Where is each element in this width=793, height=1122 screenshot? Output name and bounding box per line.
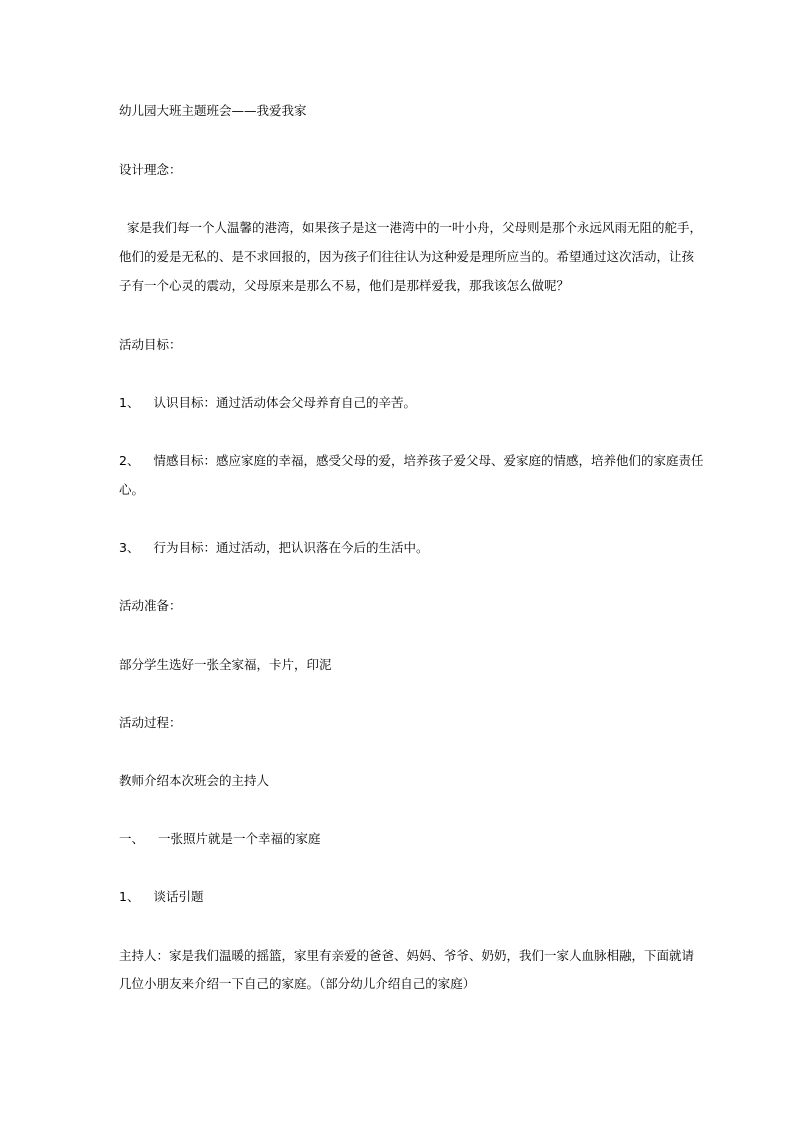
prep-heading: 活动准备： — [119, 598, 182, 613]
design-heading: 设计理念： — [119, 162, 182, 177]
goal-item-3-text: 行为目标：通过活动，把认识落在今后的生活中。 — [153, 540, 429, 555]
prep-text: 部分学生选好一张全家福，卡片，印泥 — [119, 657, 332, 672]
part-1-heading — [119, 831, 321, 847]
goal-item-2 — [119, 453, 703, 469]
sub-item-1 — [119, 889, 203, 905]
goal-item-3 — [119, 540, 428, 556]
sub-item-1-text: 谈话引题 — [153, 889, 204, 904]
design-paragraph-line-1: 家是我们每一个人温馨的港湾，如果孩子是这一港湾中的一叶小舟，父母则是那个永远风雨无阻的舵手， — [119, 220, 702, 235]
goal-item-1-number: 1、 — [119, 395, 140, 410]
host-intro: 教师介绍本次班会的主持人 — [119, 773, 270, 788]
goal-item-3-number: 3、 — [119, 540, 140, 555]
host-paragraph-line-2: 几位小朋友来介绍一下自己的家庭。（部分幼儿介绍自己的家庭） — [119, 976, 476, 991]
document-title: 幼儿园大班主题班会——我爱我家 — [119, 103, 307, 118]
goal-item-2-text: 情感目标：感应家庭的幸福，感受父母的爱，培养孩子爱父母、爱家庭的情感，培养他们的家庭责任 — [153, 453, 704, 468]
design-paragraph-line-3: 子有一个心灵的震动，父母原来是那么不易，他们是那样爱我，那我该怎么做呢？ — [119, 278, 570, 293]
sub-item-1-number: 1、 — [119, 889, 140, 904]
host-paragraph-line-1: 主持人：家是我们温暖的摇篮，家里有亲爱的爸爸、妈妈、爷爷、奶奶，我们一家人血脉相融，下面就请 — [119, 948, 695, 963]
part-1-number: 一、 — [119, 831, 145, 846]
process-heading: 活动过程： — [119, 715, 182, 730]
goal-item-1 — [119, 395, 416, 411]
goal-heading: 活动目标： — [119, 337, 182, 352]
design-paragraph-line-2: 他们的爱是无私的、是不求回报的，因为孩子们往往认为这种爱是理所应当的。希望通过这次活动，让孩 — [119, 249, 695, 264]
goal-item-1-text: 认识目标：通过活动体会父母养育自己的辛苦。 — [153, 395, 416, 410]
goal-item-2-continuation: 心。 — [119, 482, 145, 497]
goal-item-2-number: 2、 — [119, 453, 140, 468]
part-1-text: 一张照片就是一个幸福的家庭 — [158, 831, 321, 846]
